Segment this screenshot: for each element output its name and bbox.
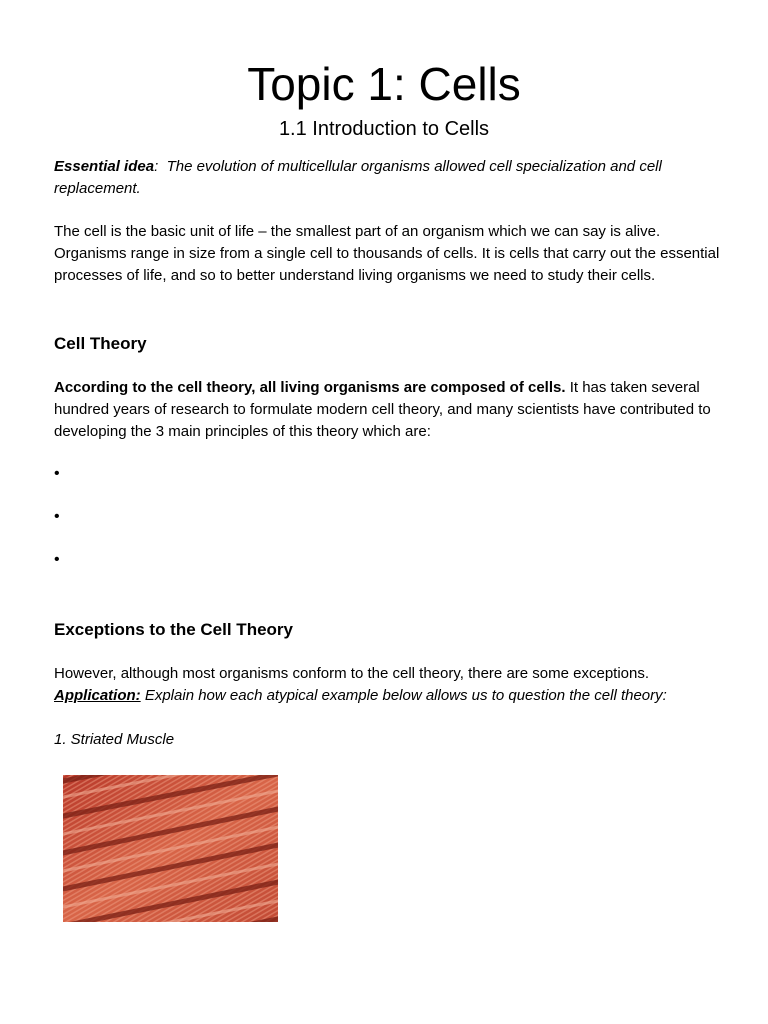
- essential-idea: [54, 156, 726, 200]
- application-text: Explain how each atypical example below allows us to question the cell theory:: [140, 687, 667, 704]
- cell-theory-paragraph: [54, 377, 726, 443]
- exceptions-heading: Exceptions to the Cell Theory: [54, 620, 293, 639]
- page-title: Topic 1: Cells: [247, 58, 521, 110]
- essential-idea-colon: :: [154, 158, 159, 175]
- example-striated-muscle: 1. Striated Muscle: [54, 731, 175, 748]
- application-line: [54, 685, 726, 707]
- cell-theory-heading: Cell Theory: [54, 334, 147, 353]
- bullet-point: •: [54, 551, 60, 568]
- cell-theory-rest: It has taken several hundred years of research to formulate modern cell theory, and many scientists have contributed to developing the 3 main principles of this theory which are:: [54, 379, 711, 440]
- cell-theory-bold-sentence: According to the cell theory, all living organisms are composed of cells.: [54, 379, 566, 396]
- muscle-micrograph: [63, 775, 278, 922]
- page-subtitle: 1.1 Introduction to Cells: [278, 118, 490, 140]
- bullet-point: •: [54, 508, 60, 525]
- intro-paragraph: The cell is the basic unit of life – the smallest part of an organism which we can say is alive. Organisms range in size from a single cell to thousands of cells. It is cells that carry out the essential processes of life, and so to better understand living organisms we need to study their cells.: [54, 223, 720, 284]
- essential-idea-text: The evolution of multicellular organisms allowed cell specialization and cell replacement.: [54, 158, 662, 197]
- exceptions-line: However, although most organisms conform to the cell theory, there are some exceptions.: [54, 665, 650, 682]
- application-label: Application:: [54, 687, 141, 704]
- striated-muscle-image: [63, 775, 278, 922]
- essential-idea-label: Essential idea: [54, 158, 155, 175]
- bullet-point: •: [54, 465, 60, 482]
